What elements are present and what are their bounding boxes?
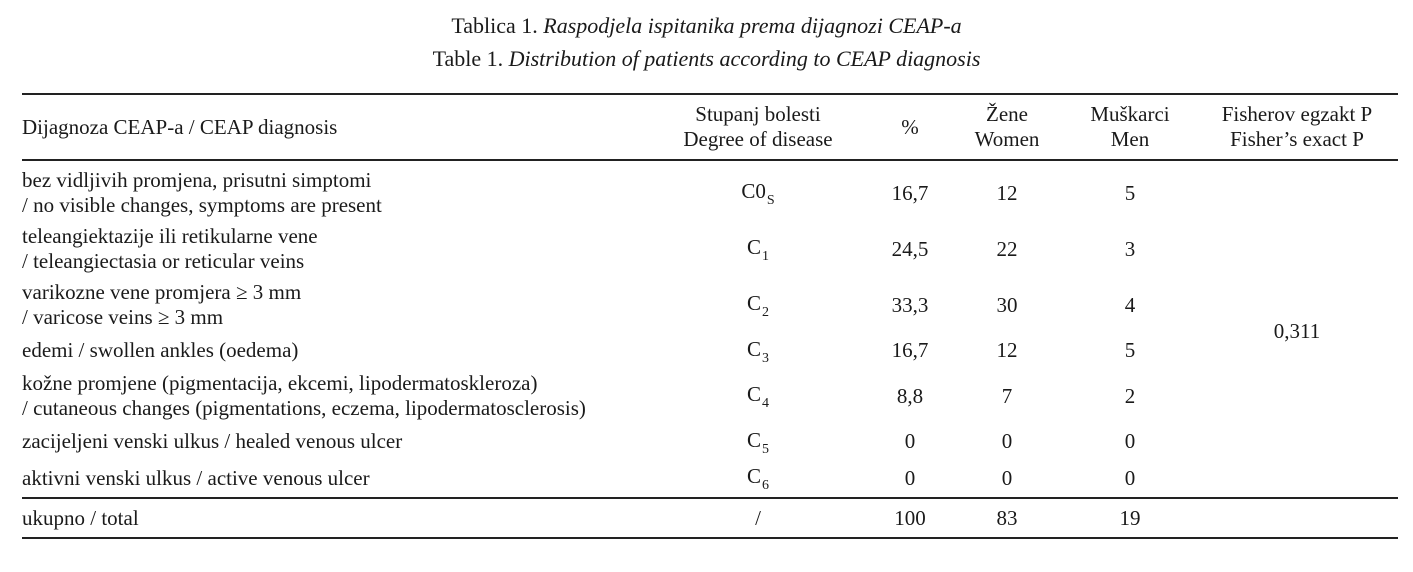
cell-total-degree: / — [755, 505, 761, 530]
cell-diagnosis: varikozne vene promjera ≥ 3 mm / varicose veins ≥ 3 mm — [22, 280, 302, 329]
cell-degree: $C_6$ — [746, 464, 769, 493]
cell-total-percent: 100 — [894, 505, 926, 530]
cell-diagnosis: kožne promjene (pigmentacija, ekcemi, lipodermatoskleroza) / cutaneous changes (pigmentations, eczema, lipodermatosclerosis) — [22, 371, 586, 420]
table-row — [22, 368, 1398, 424]
cell-women: 12 — [996, 180, 1018, 205]
cell-degree: $C_1$ — [746, 235, 769, 264]
cell-percent: 16,7 — [891, 338, 929, 362]
cell-men: 5 — [1124, 338, 1136, 362]
table-row — [22, 277, 1398, 333]
cell-total-fisher — [1196, 498, 1398, 538]
cell-men: 0 — [1124, 429, 1136, 453]
cell-percent: 0 — [904, 465, 916, 490]
cell-degree: $C0_S$ — [741, 179, 775, 208]
table-row — [22, 424, 1398, 459]
cell-women: 22 — [996, 236, 1018, 261]
caption-title: Raspodjela ispitanika prema dijagnozi CEAP-a — [543, 13, 962, 38]
table-row — [22, 459, 1398, 498]
cell-degree: $C_4$ — [746, 382, 769, 411]
cell-diagnosis: teleangiektazije ili retikularne vene / teleangiectasia or reticular veins — [22, 224, 318, 273]
cell-men: 3 — [1124, 236, 1136, 261]
cell-diagnosis: bez vidljivih promjena, prisutni simptomi / no visible changes, symptoms are present — [22, 168, 382, 217]
caption-label: Table 1. — [432, 46, 504, 71]
table-caption-english — [0, 44, 1413, 74]
caption-label: Tablica 1. — [451, 13, 538, 38]
header-men: Muškarci Men — [1090, 102, 1170, 151]
table-row — [22, 221, 1398, 277]
cell-men: 0 — [1124, 465, 1136, 490]
cell-total-women: 83 — [996, 505, 1018, 530]
cell-women: 12 — [996, 338, 1018, 362]
cell-percent: 8,8 — [896, 383, 924, 408]
table-total-row — [22, 498, 1398, 538]
cell-degree: $C_5$ — [746, 427, 769, 457]
cell-degree: $C_3$ — [746, 336, 769, 366]
caption-title: Distribution of patients according to CEAP diagnosis — [508, 46, 981, 71]
cell-men: 5 — [1124, 180, 1136, 205]
cell-women: 0 — [1001, 465, 1013, 490]
cell-women: 30 — [996, 292, 1018, 317]
cell-fisher-p: 0,311 — [1273, 318, 1321, 343]
cell-diagnosis: zacijeljeni venski ulkus / healed venous ulcer — [22, 429, 403, 453]
header-degree: Stupanj bolesti Degree of disease — [683, 102, 833, 151]
header-women: Žene Women — [974, 102, 1040, 151]
cell-percent: 0 — [904, 429, 916, 453]
cell-percent: 33,3 — [891, 292, 929, 317]
cell-degree: $C_2$ — [746, 291, 769, 320]
cell-women: 0 — [1001, 429, 1013, 453]
cell-total-men: 19 — [1119, 505, 1141, 530]
table-caption-croatian — [0, 11, 1413, 41]
ceap-distribution-table — [22, 93, 1398, 539]
table-row — [22, 333, 1398, 368]
header-fisher: Fisherov egzakt P Fisher’s exact P — [1221, 102, 1373, 151]
cell-diagnosis: edemi / swollen ankles (oedema) — [22, 338, 299, 362]
cell-diagnosis: aktivni venski ulkus / active venous ulcer — [22, 465, 370, 490]
cell-men: 2 — [1124, 383, 1136, 408]
header-diagnosis: Dijagnoza CEAP-a / CEAP diagnosis — [22, 114, 338, 139]
table-header-row — [22, 94, 1398, 160]
cell-men: 4 — [1124, 292, 1136, 317]
cell-percent: 24,5 — [891, 236, 929, 261]
cell-women: 7 — [1001, 383, 1013, 408]
cell-percent: 16,7 — [891, 180, 929, 205]
header-percent: % — [901, 114, 919, 139]
table-row — [22, 160, 1398, 221]
cell-total-label: ukupno / total — [22, 505, 139, 530]
